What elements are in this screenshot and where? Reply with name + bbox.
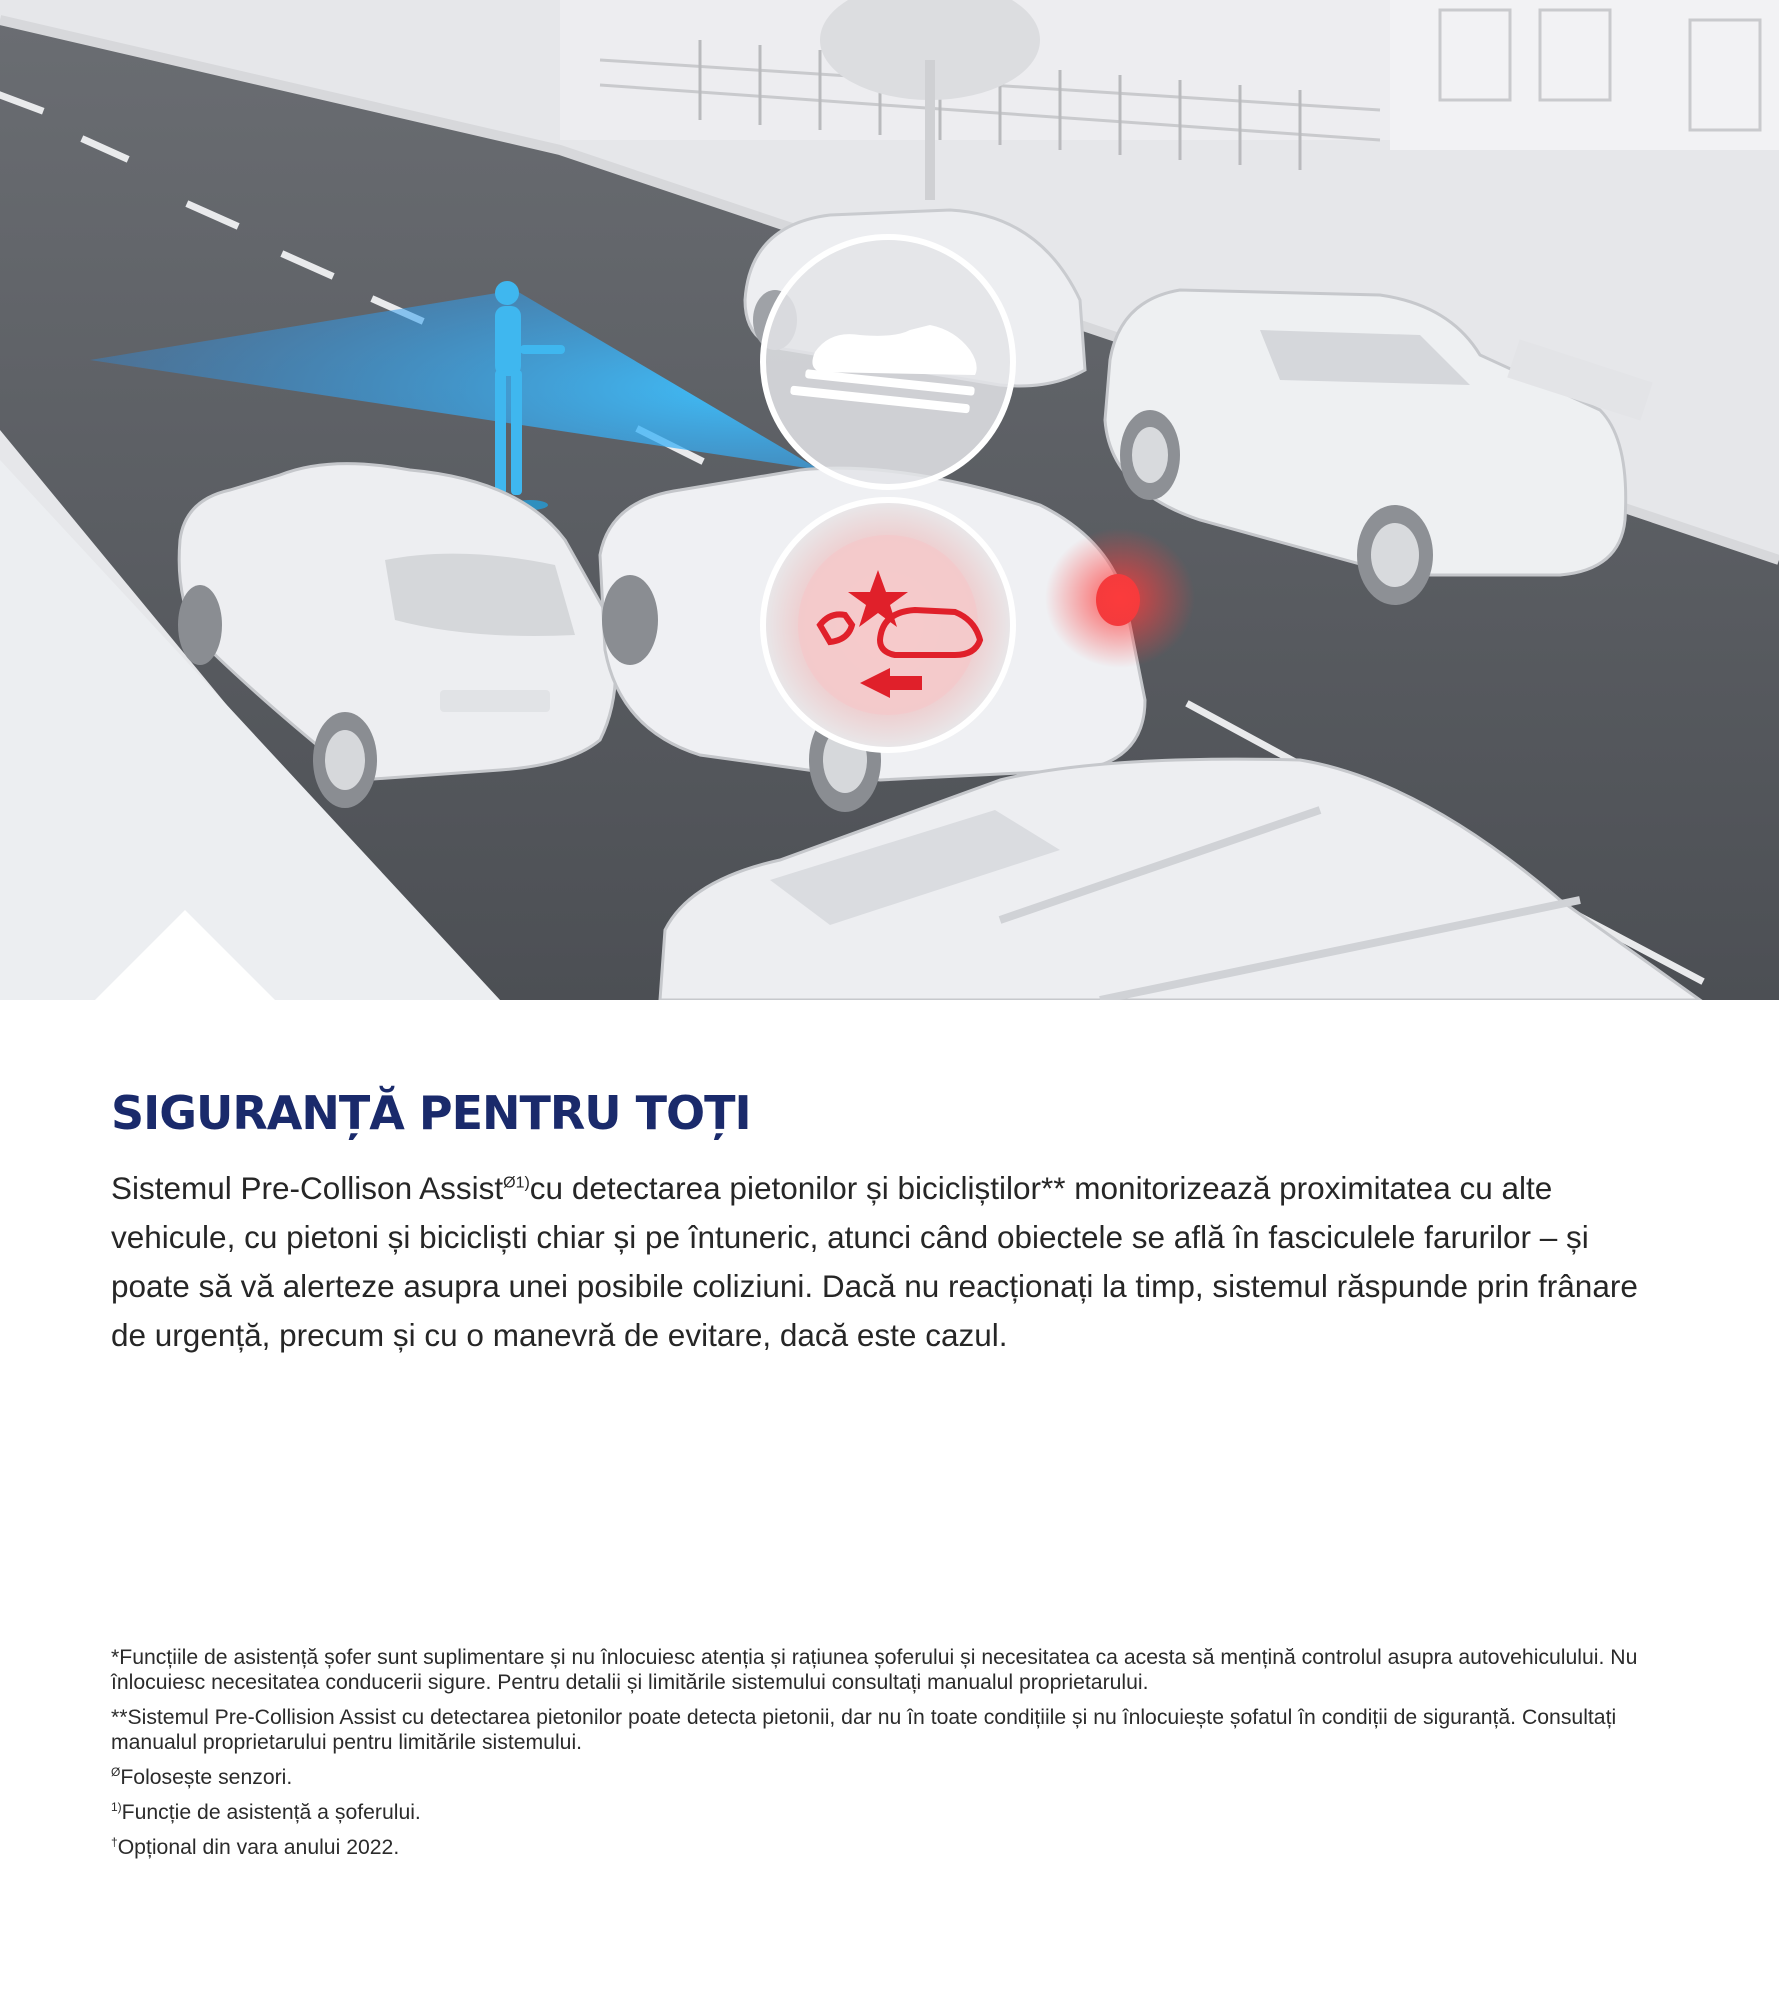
footnotes [111, 1645, 1671, 1870]
footnote-text: Opțional din vara anului 2022. [117, 1836, 400, 1859]
page-title: SIGURANȚĂ PENTRU TOȚI [111, 1086, 751, 1140]
footnote-text: Funcție de asistență a șoferului. [121, 1801, 421, 1824]
footnote-pre-collision [111, 1705, 1671, 1755]
footnote-text: **Sistemul Pre-Collision Assist cu detectarea pietonilor poate detecta pietonii, dar nu în toate condițiile și nu înlocuiește șofatul în condiții de siguranță. Consultați manualul proprietarului pentru limitările sistemului. [111, 1706, 1617, 1754]
footnote-text: *Funcțiile de asistență șofer sunt suplimentare și nu înlocuiesc atenția și rațiunea șoferului și necesitatea ca acesta să mențină controlul asupra autovehiculului. Nu înlocuiesc necesitatea conducerii sigure. Pentru detalii și limitările sistemului consultați manualul proprietarului. [111, 1646, 1638, 1694]
pedal-brake-icon [763, 237, 1013, 487]
footnote-driver-assist [111, 1645, 1671, 1695]
article [111, 1080, 1671, 1360]
footnote-text: Folosește senzori. [120, 1766, 293, 1789]
intro-text-rest: cu detectarea pietonilor și bicicliștilor** monitorizează proximitatea cu alte vehicule, cu pietoni și bicicliști chiar și pe întuneric, atunci când obiectele se află în fasciculele farurilor – și poate să vă alerteze asupra unei posibile coliziuni. Dacă nu reacționați la timp, sistemul răspunde prin frânare de urgență, precum și cu o manevră de evitare, dacă este cazul. [111, 1170, 1638, 1353]
footnote-driver-function [111, 1800, 1671, 1825]
intro-footnote-mark: Ø1) [503, 1174, 530, 1192]
intro-text-start: Sistemul Pre-Collison Assist [111, 1170, 504, 1206]
footnote-optional [111, 1835, 1671, 1860]
footnote-mark: Ø [111, 1764, 121, 1779]
collision-warning-icon [763, 500, 1013, 750]
footnote-mark: 1) [111, 1799, 122, 1814]
footnote-mark: † [111, 1834, 118, 1849]
intro-paragraph [111, 1164, 1671, 1360]
footnote-sensors [111, 1765, 1671, 1790]
